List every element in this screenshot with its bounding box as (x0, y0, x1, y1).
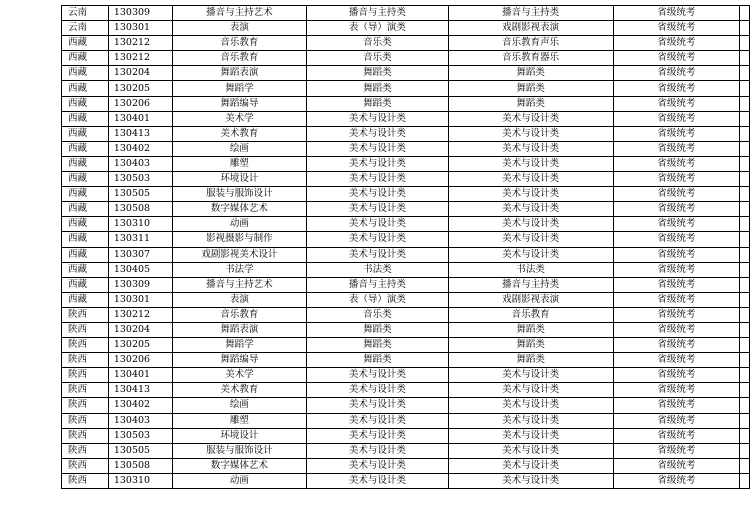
exam-category-cell: 美术与设计类 (307, 383, 448, 398)
major-code-cell: 130212 (108, 36, 172, 51)
exam-type-cell: 音乐教育器乐 (448, 51, 613, 66)
province-cell: 云南 (62, 6, 109, 21)
blank-cell (740, 353, 750, 368)
blank-cell (740, 111, 750, 126)
province-cell: 云南 (62, 21, 109, 36)
major-name-cell: 绘画 (172, 398, 307, 413)
major-name-cell: 动画 (172, 473, 307, 488)
province-cell: 陕西 (62, 413, 109, 428)
exam-category-cell: 美术与设计类 (307, 232, 448, 247)
major-name-cell: 美术教育 (172, 126, 307, 141)
exam-category-cell: 美术与设计类 (307, 473, 448, 488)
major-code-cell: 130413 (108, 383, 172, 398)
exam-category-cell: 音乐类 (307, 36, 448, 51)
table-row (62, 353, 750, 368)
province-cell: 陕西 (62, 443, 109, 458)
exam-level-cell: 省级统考 (613, 473, 739, 488)
exam-category-cell: 美术与设计类 (307, 428, 448, 443)
exam-category-cell: 表（导）演类 (307, 292, 448, 307)
major-code-cell: 130212 (108, 307, 172, 322)
exam-type-cell: 美术与设计类 (448, 398, 613, 413)
table-row (62, 202, 750, 217)
exam-type-cell: 舞蹈类 (448, 322, 613, 337)
province-cell: 陕西 (62, 322, 109, 337)
major-code-cell: 130204 (108, 322, 172, 337)
major-name-cell: 影视摄影与制作 (172, 232, 307, 247)
table-row (62, 428, 750, 443)
exam-category-cell: 美术与设计类 (307, 172, 448, 187)
exam-type-cell: 舞蹈类 (448, 338, 613, 353)
exam-category-cell: 美术与设计类 (307, 126, 448, 141)
blank-cell (740, 413, 750, 428)
major-name-cell: 绘画 (172, 141, 307, 156)
exam-category-cell: 播音与主持类 (307, 6, 448, 21)
exam-type-cell: 音乐教育声乐 (448, 36, 613, 51)
table-row (62, 81, 750, 96)
major-name-cell: 舞蹈编导 (172, 96, 307, 111)
exam-level-cell: 省级统考 (613, 322, 739, 337)
blank-cell (740, 126, 750, 141)
major-code-cell: 130311 (108, 232, 172, 247)
major-code-cell: 130204 (108, 66, 172, 81)
table-row (62, 111, 750, 126)
table-row (62, 338, 750, 353)
exam-category-cell: 书法类 (307, 262, 448, 277)
blank-cell (740, 66, 750, 81)
exam-level-cell: 省级统考 (613, 368, 739, 383)
blank-cell (740, 187, 750, 202)
province-cell: 陕西 (62, 368, 109, 383)
blank-cell (740, 458, 750, 473)
exam-category-cell: 美术与设计类 (307, 247, 448, 262)
major-code-cell: 130310 (108, 217, 172, 232)
province-cell: 西藏 (62, 247, 109, 262)
exam-level-cell: 省级统考 (613, 217, 739, 232)
exam-category-cell: 音乐类 (307, 51, 448, 66)
blank-cell (740, 36, 750, 51)
province-cell: 陕西 (62, 473, 109, 488)
major-code-cell: 130503 (108, 428, 172, 443)
table-row (62, 398, 750, 413)
exam-type-cell: 美术与设计类 (448, 383, 613, 398)
exam-level-cell: 省级统考 (613, 202, 739, 217)
exam-type-cell: 美术与设计类 (448, 247, 613, 262)
exam-level-cell: 省级统考 (613, 187, 739, 202)
major-name-cell: 舞蹈学 (172, 338, 307, 353)
table-row (62, 368, 750, 383)
major-name-cell: 服装与服饰设计 (172, 187, 307, 202)
exam-category-cell: 美术与设计类 (307, 217, 448, 232)
major-name-cell: 环境设计 (172, 172, 307, 187)
major-code-cell: 130309 (108, 277, 172, 292)
major-name-cell: 舞蹈表演 (172, 322, 307, 337)
major-name-cell: 服装与服饰设计 (172, 443, 307, 458)
blank-cell (740, 338, 750, 353)
exam-type-cell: 美术与设计类 (448, 172, 613, 187)
table-row (62, 141, 750, 156)
table-row (62, 443, 750, 458)
exam-type-cell: 美术与设计类 (448, 202, 613, 217)
exam-type-cell: 美术与设计类 (448, 368, 613, 383)
exam-type-cell: 美术与设计类 (448, 428, 613, 443)
major-name-cell: 表演 (172, 292, 307, 307)
blank-cell (740, 141, 750, 156)
province-cell: 西藏 (62, 141, 109, 156)
exam-category-cell: 舞蹈类 (307, 96, 448, 111)
major-code-cell: 130205 (108, 81, 172, 96)
table-body (62, 6, 750, 489)
exam-level-cell: 省级统考 (613, 413, 739, 428)
exam-type-cell: 舞蹈类 (448, 66, 613, 81)
exam-level-cell: 省级统考 (613, 51, 739, 66)
table-row (62, 413, 750, 428)
major-name-cell: 舞蹈编导 (172, 353, 307, 368)
province-cell: 西藏 (62, 96, 109, 111)
exam-level-cell: 省级统考 (613, 307, 739, 322)
table-row (62, 96, 750, 111)
major-code-cell: 130205 (108, 338, 172, 353)
table-row (62, 66, 750, 81)
province-cell: 西藏 (62, 277, 109, 292)
table-row (62, 36, 750, 51)
province-cell: 陕西 (62, 398, 109, 413)
exam-level-cell: 省级统考 (613, 111, 739, 126)
blank-cell (740, 398, 750, 413)
major-name-cell: 雕塑 (172, 413, 307, 428)
exam-table (61, 5, 750, 489)
major-code-cell: 130503 (108, 172, 172, 187)
exam-level-cell: 省级统考 (613, 21, 739, 36)
major-name-cell: 美术学 (172, 111, 307, 126)
province-cell: 陕西 (62, 338, 109, 353)
exam-type-cell: 音乐教育 (448, 307, 613, 322)
table-row (62, 247, 750, 262)
exam-category-cell: 美术与设计类 (307, 443, 448, 458)
province-cell: 西藏 (62, 126, 109, 141)
exam-category-cell: 美术与设计类 (307, 458, 448, 473)
table-row (62, 262, 750, 277)
exam-type-cell: 美术与设计类 (448, 141, 613, 156)
exam-level-cell: 省级统考 (613, 262, 739, 277)
exam-type-cell: 美术与设计类 (448, 187, 613, 202)
exam-level-cell: 省级统考 (613, 277, 739, 292)
province-cell: 西藏 (62, 156, 109, 171)
exam-type-cell: 美术与设计类 (448, 413, 613, 428)
major-name-cell: 舞蹈学 (172, 81, 307, 96)
blank-cell (740, 6, 750, 21)
major-code-cell: 130508 (108, 202, 172, 217)
major-name-cell: 数字媒体艺术 (172, 458, 307, 473)
major-code-cell: 130508 (108, 458, 172, 473)
table-row (62, 156, 750, 171)
province-cell: 陕西 (62, 458, 109, 473)
blank-cell (740, 156, 750, 171)
major-code-cell: 130403 (108, 413, 172, 428)
exam-level-cell: 省级统考 (613, 96, 739, 111)
blank-cell (740, 428, 750, 443)
blank-cell (740, 322, 750, 337)
blank-cell (740, 307, 750, 322)
table-row (62, 277, 750, 292)
province-cell: 西藏 (62, 202, 109, 217)
table-row (62, 292, 750, 307)
exam-type-cell: 舞蹈类 (448, 353, 613, 368)
major-code-cell: 130301 (108, 21, 172, 36)
blank-cell (740, 96, 750, 111)
exam-type-cell: 美术与设计类 (448, 232, 613, 247)
major-name-cell: 美术教育 (172, 383, 307, 398)
major-code-cell: 130206 (108, 96, 172, 111)
exam-category-cell: 美术与设计类 (307, 111, 448, 126)
major-code-cell: 130403 (108, 156, 172, 171)
exam-category-cell: 表（导）演类 (307, 21, 448, 36)
exam-level-cell: 省级统考 (613, 141, 739, 156)
province-cell: 西藏 (62, 172, 109, 187)
exam-level-cell: 省级统考 (613, 172, 739, 187)
table-row (62, 473, 750, 488)
province-cell: 西藏 (62, 81, 109, 96)
table-row (62, 187, 750, 202)
province-cell: 西藏 (62, 36, 109, 51)
blank-cell (740, 473, 750, 488)
table-row (62, 172, 750, 187)
exam-level-cell: 省级统考 (613, 443, 739, 458)
exam-category-cell: 舞蹈类 (307, 81, 448, 96)
province-cell: 西藏 (62, 187, 109, 202)
blank-cell (740, 383, 750, 398)
exam-type-cell: 舞蹈类 (448, 81, 613, 96)
exam-type-cell: 美术与设计类 (448, 111, 613, 126)
province-cell: 陕西 (62, 353, 109, 368)
major-name-cell: 戏剧影视美术设计 (172, 247, 307, 262)
blank-cell (740, 247, 750, 262)
exam-type-cell: 播音与主持类 (448, 6, 613, 21)
major-code-cell: 130505 (108, 187, 172, 202)
province-cell: 西藏 (62, 262, 109, 277)
major-name-cell: 音乐教育 (172, 307, 307, 322)
major-code-cell: 130310 (108, 473, 172, 488)
exam-category-cell: 舞蹈类 (307, 66, 448, 81)
province-cell: 西藏 (62, 66, 109, 81)
major-code-cell: 130413 (108, 126, 172, 141)
blank-cell (740, 21, 750, 36)
major-code-cell: 130505 (108, 443, 172, 458)
major-name-cell: 表演 (172, 21, 307, 36)
exam-level-cell: 省级统考 (613, 292, 739, 307)
exam-level-cell: 省级统考 (613, 383, 739, 398)
exam-level-cell: 省级统考 (613, 353, 739, 368)
exam-level-cell: 省级统考 (613, 126, 739, 141)
major-name-cell: 雕塑 (172, 156, 307, 171)
exam-level-cell: 省级统考 (613, 458, 739, 473)
table-row (62, 21, 750, 36)
major-code-cell: 130402 (108, 398, 172, 413)
blank-cell (740, 172, 750, 187)
table-row (62, 383, 750, 398)
province-cell: 陕西 (62, 383, 109, 398)
exam-type-cell: 戏剧影视表演 (448, 21, 613, 36)
province-cell: 陕西 (62, 428, 109, 443)
major-name-cell: 音乐教育 (172, 36, 307, 51)
exam-type-cell: 美术与设计类 (448, 443, 613, 458)
major-code-cell: 130402 (108, 141, 172, 156)
exam-category-cell: 美术与设计类 (307, 413, 448, 428)
province-cell: 陕西 (62, 307, 109, 322)
table-row (62, 217, 750, 232)
province-cell: 西藏 (62, 217, 109, 232)
exam-category-cell: 舞蹈类 (307, 338, 448, 353)
exam-category-cell: 美术与设计类 (307, 187, 448, 202)
major-name-cell: 音乐教育 (172, 51, 307, 66)
exam-type-cell: 戏剧影视表演 (448, 292, 613, 307)
major-name-cell: 动画 (172, 217, 307, 232)
major-code-cell: 130301 (108, 292, 172, 307)
major-name-cell: 美术学 (172, 368, 307, 383)
exam-type-cell: 美术与设计类 (448, 126, 613, 141)
exam-category-cell: 美术与设计类 (307, 398, 448, 413)
exam-type-cell: 美术与设计类 (448, 156, 613, 171)
exam-level-cell: 省级统考 (613, 81, 739, 96)
province-cell: 西藏 (62, 51, 109, 66)
exam-type-cell: 播音与主持类 (448, 277, 613, 292)
table-row (62, 126, 750, 141)
table-row (62, 232, 750, 247)
table-row (62, 322, 750, 337)
exam-category-cell: 美术与设计类 (307, 202, 448, 217)
major-code-cell: 130309 (108, 6, 172, 21)
major-code-cell: 130401 (108, 368, 172, 383)
exam-type-cell: 美术与设计类 (448, 458, 613, 473)
exam-category-cell: 美术与设计类 (307, 156, 448, 171)
major-code-cell: 130212 (108, 51, 172, 66)
table-row (62, 51, 750, 66)
exam-type-cell: 舞蹈类 (448, 96, 613, 111)
exam-category-cell: 舞蹈类 (307, 322, 448, 337)
blank-cell (740, 232, 750, 247)
blank-cell (740, 217, 750, 232)
exam-level-cell: 省级统考 (613, 66, 739, 81)
exam-type-cell: 书法类 (448, 262, 613, 277)
blank-cell (740, 51, 750, 66)
blank-cell (740, 443, 750, 458)
major-name-cell: 环境设计 (172, 428, 307, 443)
exam-type-cell: 美术与设计类 (448, 473, 613, 488)
exam-level-cell: 省级统考 (613, 428, 739, 443)
blank-cell (740, 81, 750, 96)
province-cell: 西藏 (62, 232, 109, 247)
major-code-cell: 130206 (108, 353, 172, 368)
table-row (62, 307, 750, 322)
table-row (62, 6, 750, 21)
blank-cell (740, 202, 750, 217)
exam-level-cell: 省级统考 (613, 156, 739, 171)
major-name-cell: 播音与主持艺术 (172, 6, 307, 21)
blank-cell (740, 262, 750, 277)
major-code-cell: 130405 (108, 262, 172, 277)
exam-level-cell: 省级统考 (613, 6, 739, 21)
exam-category-cell: 美术与设计类 (307, 368, 448, 383)
exam-category-cell: 美术与设计类 (307, 141, 448, 156)
exam-category-cell: 播音与主持类 (307, 277, 448, 292)
exam-level-cell: 省级统考 (613, 247, 739, 262)
exam-level-cell: 省级统考 (613, 36, 739, 51)
exam-level-cell: 省级统考 (613, 232, 739, 247)
blank-cell (740, 292, 750, 307)
exam-category-cell: 音乐类 (307, 307, 448, 322)
major-code-cell: 130401 (108, 111, 172, 126)
major-name-cell: 书法学 (172, 262, 307, 277)
blank-cell (740, 277, 750, 292)
province-cell: 西藏 (62, 111, 109, 126)
province-cell: 西藏 (62, 292, 109, 307)
major-name-cell: 数字媒体艺术 (172, 202, 307, 217)
exam-category-cell: 舞蹈类 (307, 353, 448, 368)
major-name-cell: 舞蹈表演 (172, 66, 307, 81)
major-code-cell: 130307 (108, 247, 172, 262)
exam-type-cell: 美术与设计类 (448, 217, 613, 232)
major-name-cell: 播音与主持艺术 (172, 277, 307, 292)
blank-cell (740, 368, 750, 383)
table-row (62, 458, 750, 473)
exam-level-cell: 省级统考 (613, 398, 739, 413)
exam-level-cell: 省级统考 (613, 338, 739, 353)
document-page (61, 5, 750, 489)
